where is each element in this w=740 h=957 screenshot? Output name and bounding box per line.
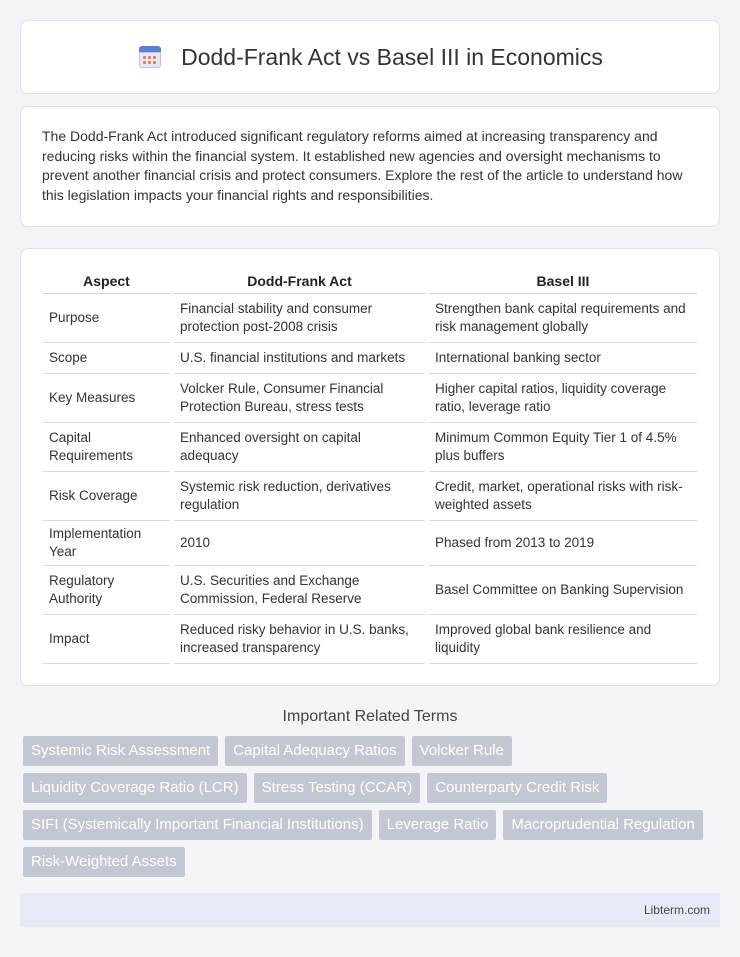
column-header-aspect: Aspect <box>43 269 170 294</box>
header-card <box>20 20 720 94</box>
aspect-cell: Purpose <box>43 294 170 343</box>
dodd-frank-cell: U.S. Securities and Exchange Commission, Federal Reserve <box>174 566 425 615</box>
related-term-tag[interactable]: Liquidity Coverage Ratio (LCR) <box>23 773 247 803</box>
table-row <box>43 472 697 521</box>
comparison-table-card <box>20 248 720 686</box>
table-row <box>43 343 697 374</box>
basel-cell: International banking sector <box>429 343 697 374</box>
dodd-frank-cell: 2010 <box>174 521 425 566</box>
intro-card <box>20 106 720 227</box>
related-term-tag[interactable]: Counterparty Credit Risk <box>427 773 607 803</box>
aspect-cell: Key Measures <box>43 374 170 423</box>
related-terms-section <box>20 708 720 877</box>
footer <box>20 893 720 927</box>
related-terms-title: Important Related Terms <box>282 708 458 725</box>
aspect-cell: Regulatory Authority <box>43 566 170 615</box>
basel-cell: Basel Committee on Banking Supervision <box>429 566 697 615</box>
related-term-tag[interactable]: Capital Adequacy Ratios <box>225 736 404 766</box>
aspect-cell: Implementation Year <box>43 521 170 566</box>
table-row <box>43 374 697 423</box>
table-row <box>43 566 697 615</box>
aspect-cell: Capital Requirements <box>43 423 170 472</box>
column-header-dodd-frank: Dodd-Frank Act <box>174 269 425 294</box>
dodd-frank-cell: Enhanced oversight on capital adequacy <box>174 423 425 472</box>
aspect-cell: Impact <box>43 615 170 664</box>
basel-cell: Credit, market, operational risks with risk-weighted assets <box>429 472 697 521</box>
related-term-tag[interactable]: Risk-Weighted Assets <box>23 847 185 877</box>
footer-site[interactable]: Libterm.com <box>643 903 710 917</box>
page-title: Dodd-Frank Act vs Basel III in Economics <box>181 43 603 70</box>
calendar-icon <box>137 44 163 70</box>
aspect-cell: Risk Coverage <box>43 472 170 521</box>
column-header-basel: Basel III <box>429 269 697 294</box>
related-terms-list <box>20 736 720 877</box>
basel-cell: Higher capital ratios, liquidity coverage ratio, leverage ratio <box>429 374 697 423</box>
table-row <box>43 521 697 566</box>
intro-text: The Dodd-Frank Act introduced significant regulatory reforms aimed at increasing transparency and reducing risks within the financial system. It established new agencies and oversight mechanisms to prevent another financial crisis and protect consumers. Explore the rest of the article to understand how this legislation impacts your financial rights and responsibilities. <box>42 128 683 203</box>
dodd-frank-cell: Reduced risky behavior in U.S. banks, increased transparency <box>174 615 425 664</box>
basel-cell: Strengthen bank capital requirements and risk management globally <box>429 294 697 343</box>
dodd-frank-cell: Systemic risk reduction, derivatives regulation <box>174 472 425 521</box>
dodd-frank-cell: Financial stability and consumer protection post-2008 crisis <box>174 294 425 343</box>
aspect-cell: Scope <box>43 343 170 374</box>
table-row <box>43 615 697 664</box>
related-term-tag[interactable]: Macroprudential Regulation <box>503 810 702 840</box>
table-row <box>43 294 697 343</box>
basel-cell: Improved global bank resilience and liquidity <box>429 615 697 664</box>
related-term-tag[interactable]: SIFI (Systemically Important Financial Institutions) <box>23 810 372 840</box>
dodd-frank-cell: U.S. financial institutions and markets <box>174 343 425 374</box>
related-term-tag[interactable]: Systemic Risk Assessment <box>23 736 218 766</box>
basel-cell: Minimum Common Equity Tier 1 of 4.5% plus buffers <box>429 423 697 472</box>
comparison-table <box>39 269 701 664</box>
basel-cell: Phased from 2013 to 2019 <box>429 521 697 566</box>
table-row <box>43 423 697 472</box>
related-term-tag[interactable]: Volcker Rule <box>412 736 512 766</box>
dodd-frank-cell: Volcker Rule, Consumer Financial Protection Bureau, stress tests <box>174 374 425 423</box>
related-term-tag[interactable]: Leverage Ratio <box>379 810 497 840</box>
related-term-tag[interactable]: Stress Testing (CCAR) <box>254 773 421 803</box>
